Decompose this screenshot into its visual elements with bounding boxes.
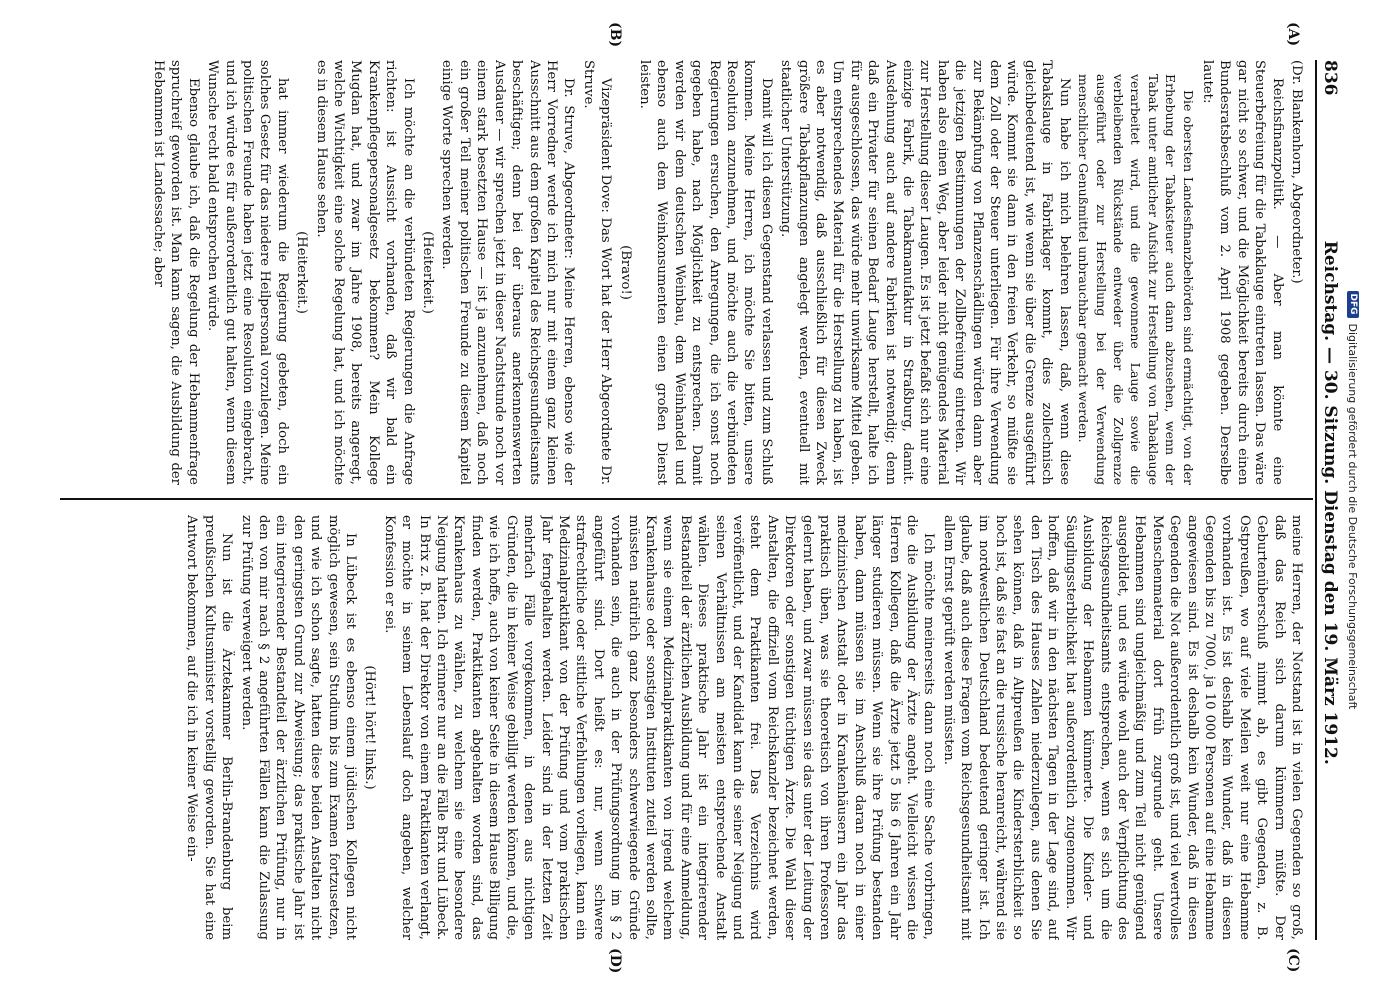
paragraph: Ebenso glaube ich, daß die Regelung der Hebammenfrage spruchreif geworden ist. Man kann sagen, die Ausbildung der Hebammen ist Landessache; aber: [151, 60, 201, 485]
interjection: (Hört! hört! links.): [362, 665, 378, 790]
margin-mark-a: (A): [1285, 22, 1301, 47]
paragraph: Vizepräsident Dove: Das Wort hat der Herr Abgeordnete Dr. Struve.: [580, 60, 614, 485]
right-column: [60, 515, 1305, 940]
page-header: [1315, 60, 1343, 940]
margin-mark-b: (B): [607, 22, 623, 48]
paragraph: Damit will ich diesen Gegenstand verlassen und zum Schluß kommen. Meine Herren, ich möchte Sie bitten, unsere Resolution anzunehmen, und möchte auch die verbündeten Regierungen ersuchen, den Anregungen, die ich sonst noch gegeben habe, nach Möglichkeit zu entsprechen. Damit werden wir dem deutschen Weinbau, dem Weinhandel und ebenso auch dem Weinkonsumenten einen großen Dienst leisten.: [636, 60, 774, 485]
paragraph: Dr. Struve, Abgeordneter: Meine Herren, ebenso wie der Herr Vorredner werde ich mich nur mit einem ganz kleinen Ausschnitt aus dem großen Kapitel des Reichsgesundheitsamts beschäftigen; denn bei der überaus anerkennenswerten Ausdauer — wir sprechen jetzt in dieser Nachtstunde noch vor einem stark besetzten Hause — ist ja anzunehmen, daß noch ein großer Teil meiner politischen Freunde zu diesem Kapitel einige Worte sprechen werden.: [439, 60, 577, 485]
paragraph: Nun ist die Ärztekammer Berlin-Brandenburg beim preußischen Kultusminister vorstellig geworden. Sie hat eine Antwort bekommen, auf die ich in keiner Weise ein-: [184, 515, 235, 940]
page-title: Reichstag. — 30. Sitzung. Dienstag den 19. März 1912.: [1320, 240, 1340, 765]
paragraph: In Lübeck ist es ebenso einem jüdischen Kollegen nicht möglich gewesen, sein Studium bis zum Examen fortzusetzen, und wie ich schon sagte, hatten diese beiden Anstalten nicht den geringsten Grund zur Abweisung; das praktische Jahr ist ein integrierender Bestandteil der ärztlichen Prüfung, nur in den von mir nach § 2 angeführten Fällen kann die Zulassung zur Prüfung verweigert werden.: [238, 515, 359, 940]
paragraph: (Dr. Blankenhorn, Abgeordneter.): [1289, 60, 1304, 284]
left-column: [60, 60, 1305, 485]
margin-mark-d: (D): [607, 948, 623, 974]
digitization-credit: [1343, 0, 1363, 1000]
paragraph: Die obersten Landesfinanzbehörden sind ermächtigt, von der Erhebung der Tabaksteuer auch dann abzusehen, wenn der Tabak unter amtlicher Aufsicht zur Herstellung von Tabaklauge verarbeitet wird, und die gewonnene Lauge sowie die verbleibenden Rückstände entweder über die Zollgrenze ausgeführt oder zur Herstellung bei der Verwendung menschlicher Genußmittel unbrauchbar gemacht werden.: [1076, 74, 1196, 485]
credit-text: Digitalisierung gefördert durch die Deutsche Forschungsgemeinschaft: [1346, 323, 1360, 710]
paragraph: hat immer wiederum die Regierung gebeten, doch ein solches Gesetz für das niedere Heilpersonal vorzulegen. Meine politischen Freunde haben jetzt eine Resolution eingebracht, und ich würde es für außerordentlich gut halten, wenn diesem Wunsche recht bald entsprochen würde.: [205, 60, 290, 485]
interjection: (Heiterkeit.): [420, 231, 436, 314]
paragraph: Ich möchte an die verbündeten Regierungen die Anfrage richten: ist Aussicht vorhanden, daß wir bald ein Krankenpflegepersonalgesetz bekommen? Mein Kollege Mugdan hat, und zwar im Jahre 1908, bereits angeregt, welche Wichtigkeit eine solche Regelung hat, und ich möchte es in diesem Hause sehen.: [313, 60, 416, 485]
column-divider: [60, 498, 1313, 500]
paragraph: meine Herren, der Notstand ist in vielen Gegenden so groß, daß das Reich sich darum kümmern müßte. Der Geburtenüberschuß nimmt ab, es gibt Gegenden, z. B. Ostpreußen, wo auf viele Meilen weit nur eine Hebamme vorhanden ist. Es ist deshalb kein Wunder, daß in diesen Gegenden bis zu 7000, ja 10 000 Personen auf eine Hebamme angewiesen sind. Es ist deshalb kein Wunder, daß in diesen Gegenden die Not außerordentlich groß ist, und viel wertvolles Menschenmaterial dort früh zugrunde geht. Unsere Hebammen sind ungleichmäßig und zum Teil nicht genügend ausgebildet, und es würde wohl auch der Verpflichtung des Reichsgesundheitsamts entsprechen, wenn es sich um die Ausbildung der Hebammen kümmerte. Die Kinder- und Säuglingssterblichkeit hat außerordentlich zugenommen. Wir hoffen, daß wir in den nächsten Tagen in der Lage sind, auf den Tisch des Hauses Zahlen niederzulegen, aus denen Sie sehen können, daß in Altpreußen die Kindersterblichkeit so hoch ist, daß sie fast an die russische heranreicht, während sie im nordwestlichen Deutschland bedeutend geringer ist. Ich glaube, daß auch diese Fragen vom Reichsgesundheitsamt mit allem Ernst geprüft werden müssten.: [940, 515, 1304, 940]
paragraph: Ich möchte meinerseits dann noch eine Sache vorbringen, die die Ausbildung der Ärzte angeht. Vielleicht wissen die Herren Kollegen, daß die Ärzte jetzt 5 bis 6 Jahren ein Jahr länger studieren müssen. Wenn sie ihre Prüfung bestanden haben, dann müssen sie im Anschluß daran noch in einer medizinischen Anstalt oder in Krankenhäusern ein Jahr das praktisch üben, was sie theoretisch von ihren Professoren gelernt haben, und zwar müssen sie das unter der Leitung der Direktoren oder sonstigen tüchtigen Ärzte. Die Wahl dieser Anstalten, die offiziell vom Reichskanzler bezeichnet werden, steht dem Praktikanten frei. Das Verzeichnis wird veröffentlicht, und der Kandidat kann die seiner Neigung und seinen Verhältnissen am meisten entsprechende Anstalt wählen. Dieses praktische Jahr ist ein integrierender Bestandteil der ärztlichen Ausbildung und für eine Anmeldung, wenn sie einem Medizinalpraktikanten von irgend welchem Krankenhause oder sonstigen Instituten zuteil werden sollte, müssten natürlich ganz besonders schwerwiegende Gründe vorhanden sein, die auch in der Prüfungsordnung im § 2 angeführt sind. Dort heißt es: nur, wenn schwere strafrechtliche oder sittliche Verfehlungen vorliegen, kann ein Medizinalpraktikant von der Prüfung und vom praktischen Jahr ferngehalten werden. Leider sind in der letzten Zeit mehrfach Fälle vorgekommen, in denen aus nichtigen Gründen, die in keiner Weise gebilligt werden können, und die, wie ich hoffe, auch von keiner Seite in diesem Hause Billigung finden werden, Praktikanten abgehalten worden sind, das Krankenhaus zu wählen, zu welchem sie eine besondere Neigung hatten. Ich erinnere nur an die Fälle Brix und Lübeck. In Brix z. B. hat der Direktor von einem Praktikanten verlangt, er möchte in seinem Lebenslauf doch angeben, welcher Konfession er sei.: [381, 515, 937, 940]
page-number: 836: [1320, 60, 1340, 96]
interjection: (Bravo!): [617, 245, 633, 300]
margin-mark-c: (C): [1285, 948, 1301, 973]
paragraph: Nun habe ich mich belehren lassen, daß, wenn diese Tabakslauge in Fabriklager kommt, dies zollechnisch gleichbedeutend ist, wie wenn sie über die Grenze ausgeführt würde. Kommt sie dann in den freien Verkehr, so müßte sie dem Zoll oder der Steuer unterliegen. Für ihre Verwendung zur Bekämpfung von Pflanzenschädlingen würden dann aber die jetzigen Bestimmungen der Zollbefreiung eintreten. Wir haben also einen Weg, aber leider nicht genügendes Material zur Herstellung dieser Laugen. Es ist jetzt befaßt sich nur eine einzige Fabrik, die Tabakmanufaktur in Straßburg, damit. Ausdehnung auch auf andere Fabriken ist notwendig; denn daß ein Privater für seinen Bedarf Lauge herstellt, halte ich für ausgeschlossen, das würde mehr unwirksame Mittel geben. Um entsprechendes Material für die Herstellung zu haben, ist es aber notwendig, daß ausschließlich für diesen Zweck größere Tabakpflanzungen angelegt werden, eventuell mit staatlicher Unterstützung.: [778, 60, 1072, 485]
dfg-logo-icon: DFG: [1347, 291, 1359, 318]
paragraph: Reichsfinanzpolitik. — Aber man könnte eine Steuerbefreiung für die Tabaklauge eintreten lassen. Das wäre gar nicht so schwer, und die Möglichkeit bereits durch einen Bundesratsbeschluß vom 2. April 1908 gegeben. Derselbe lautet:: [1199, 60, 1285, 485]
interjection: (Heiterkeit.): [294, 231, 310, 314]
